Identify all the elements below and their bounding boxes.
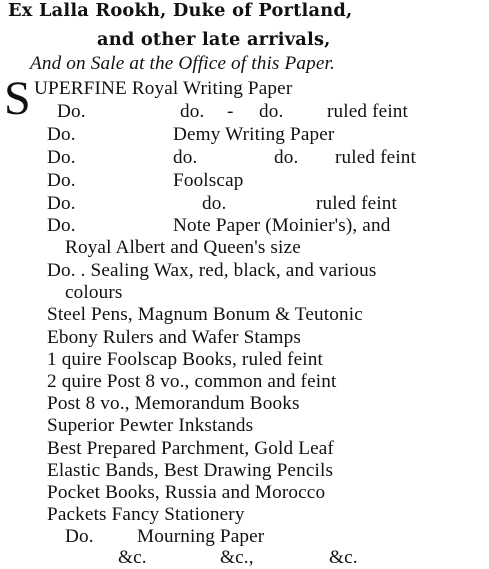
list-item-do-1: do. xyxy=(173,147,198,168)
list-item-text: Note Paper (Moinier's), and xyxy=(173,215,391,236)
list-item: 2 quire Post 8 vo., common and feint xyxy=(47,371,337,392)
list-item: Ebony Rulers and Wafer Stamps xyxy=(47,327,301,348)
list-item-dash: - xyxy=(227,101,234,122)
header-line-3: And on Sale at the Office of this Paper. xyxy=(30,53,335,74)
list-item-do: Do. xyxy=(47,147,76,168)
list-item-do: Do. xyxy=(47,193,76,214)
list-item-ruled-feint: ruled feint xyxy=(327,101,409,122)
list-item: Packets Fancy Stationery xyxy=(47,504,245,525)
etc-3: &c. xyxy=(329,547,358,568)
list-item: Best Prepared Parchment, Gold Leaf xyxy=(47,438,334,459)
list-item: Steel Pens, Magnum Bonum & Teutonic xyxy=(47,304,363,325)
etc-1: &c. xyxy=(118,547,147,568)
list-item-do: Do. xyxy=(65,526,94,547)
header-line-1: Ex Lalla Rookh, Duke of Portland, xyxy=(8,0,353,21)
list-item: Do. . Sealing Wax, red, black, and various xyxy=(47,260,377,281)
list-item-text: Foolscap xyxy=(173,170,244,191)
list-item: 1 quire Foolscap Books, ruled feint xyxy=(47,349,323,370)
dropcap-letter: S xyxy=(4,72,31,125)
list-item-text: Mourning Paper xyxy=(137,526,265,547)
list-item-text: Demy Writing Paper xyxy=(173,124,335,145)
list-item-do-1: do. xyxy=(202,193,227,214)
etc-2: &c., xyxy=(220,547,254,568)
list-item-ruled-feint: ruled feint xyxy=(316,193,398,214)
list-item-do-1: do. xyxy=(180,101,205,122)
list-item-ruled-feint: ruled feint xyxy=(335,147,417,168)
list-item-do-2: do. xyxy=(259,101,284,122)
list-item: colours xyxy=(65,282,123,303)
list-item-do: Do. xyxy=(47,124,76,145)
list-item-do: Do. xyxy=(47,215,76,236)
list-item: Superior Pewter Inkstands xyxy=(47,415,254,436)
list-item: Elastic Bands, Best Drawing Pencils xyxy=(47,460,334,481)
list-item-do-2: do. xyxy=(274,147,299,168)
list-item-do: Do. xyxy=(57,101,86,122)
superfine-line: UPERFINE Royal Writing Paper xyxy=(34,78,293,99)
list-item: Post 8 vo., Memorandum Books xyxy=(47,393,300,414)
list-item-do: Do. xyxy=(47,170,76,191)
list-item: Royal Albert and Queen's size xyxy=(65,237,301,258)
header-line-2: and other late arrivals, xyxy=(97,29,331,50)
list-item: Pocket Books, Russia and Morocco xyxy=(47,482,326,503)
